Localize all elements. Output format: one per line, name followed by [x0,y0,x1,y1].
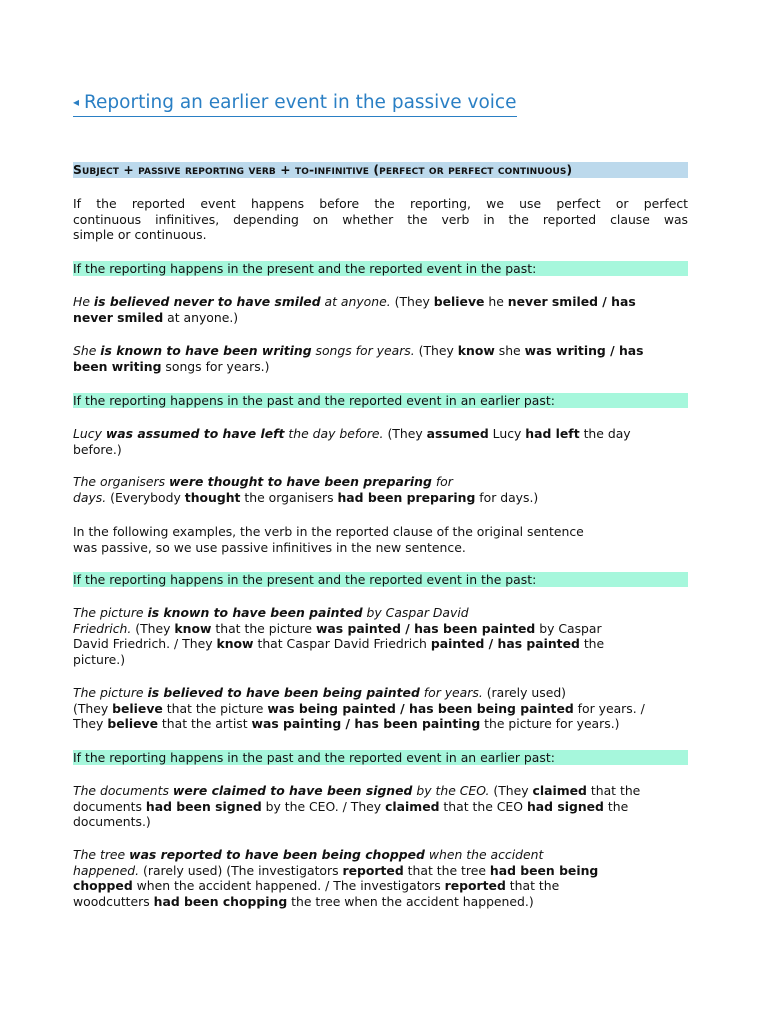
rule-heading-present-past: If the reporting happens in the present and the reported event in the past: [73,261,688,276]
bold-phrase: believe [112,700,163,716]
bold-phrase: assumed [426,426,489,441]
italic-phrase: happened. [73,862,140,878]
passive-note-line: In the following examples, the verb in the reported clause of the original sentence [73,524,584,539]
italic-phrase: when the accident [424,847,544,862]
text-segment: that the [505,878,560,893]
bold-phrase: reported [342,862,404,878]
text-segment: for years. / [573,700,645,716]
example-1 [73,294,688,325]
example-6 [73,685,688,732]
text-segment: that the [586,783,641,798]
italic-phrase: for years. [419,685,483,700]
text-segment: the organisers [240,489,338,505]
example-line [73,878,688,894]
reporting-verb-phrase: is believed to have been being painted [147,685,420,700]
example-line [73,701,688,717]
example-4 [73,474,688,505]
example-3 [73,426,688,457]
italic-phrase: She [73,343,101,358]
intro-line: simple or continuous. [73,227,207,242]
bold-phrase: was writing / has [524,343,644,358]
text-segment: that Caspar David Friedrich [253,636,431,651]
text-segment: at anyone.) [163,309,239,325]
formula-main: Subject + passive reporting verb + to-infinitive [73,163,370,177]
bold-phrase: was painting / has been painting [251,716,481,731]
example-line [73,814,688,830]
collapse-arrow-icon[interactable]: ◂ [73,95,80,109]
text-segment: the [603,798,629,814]
text-segment: that the CEO [439,798,527,814]
bold-phrase: had been preparing [337,489,476,505]
example-line [73,685,688,701]
bold-phrase: painted / has painted [430,636,580,651]
bold-phrase: believe [107,716,158,731]
reporting-verb-phrase: was reported to have been being chopped [129,847,425,862]
text-segment: picture.) [73,651,126,667]
reporting-verb-phrase: were thought to have been preparing [168,474,432,489]
text-segment: the tree when the accident happened.) [287,893,534,909]
bold-phrase: chopped [73,878,133,893]
intro-paragraph [73,196,688,243]
text-segment: she [494,343,525,358]
example-line [73,863,688,879]
text-segment: when the accident happened. / The investigators [132,878,445,893]
italic-phrase: the day before. [284,426,384,441]
bold-phrase: believe [433,294,485,309]
text-segment: the picture for years.) [480,716,620,731]
example-line [73,359,688,375]
bold-phrase: was being painted / has been being painted [267,700,574,716]
formula-box [73,162,688,178]
example-line [73,442,688,458]
italic-phrase: The picture [73,605,148,620]
italic-phrase: Friedrich. [73,620,132,636]
example-8 [73,847,688,909]
text-segment: that the tree [403,862,490,878]
text-segment: (They [390,294,434,309]
text-segment: (rarely used) [482,685,567,700]
example-line [73,294,688,310]
section-title-text: Reporting an earlier event in the passive voice [84,92,517,113]
bold-phrase: never smiled [73,309,164,325]
bold-phrase: had been chopping [153,893,288,909]
example-line [73,847,688,863]
example-line [73,716,688,732]
text-segment: (They [414,343,458,358]
italic-phrase: for [431,474,453,489]
italic-phrase: The documents [73,783,173,798]
bold-phrase: know [174,620,212,636]
text-segment: (rarely used) (The investigators [139,862,343,878]
text-segment: by Caspar [535,620,602,636]
text-segment: They [73,716,108,731]
example-line [73,343,688,359]
example-line [73,652,688,668]
example-line [73,605,688,621]
rule-heading-past-earlier: If the reporting happens in the past and the reported event in an earlier past: [73,750,688,765]
italic-phrase: The tree [73,847,130,862]
text-segment: the [579,636,605,651]
italic-phrase: days. [73,489,107,505]
text-segment: (They [383,426,427,441]
reporting-verb-phrase: was assumed to have left [105,426,285,441]
bold-phrase: had been signed [145,798,262,814]
text-segment: Lucy [488,426,526,441]
example-line [73,799,688,815]
italic-phrase: at anyone. [320,294,391,309]
text-segment: that the picture [162,700,268,716]
text-segment: documents.) [73,814,151,829]
bold-phrase: claimed [385,798,440,814]
italic-phrase: The organisers [73,474,169,489]
text-segment: woodcutters [73,893,154,909]
example-5 [73,605,688,667]
bold-phrase: had left [525,426,580,441]
bold-phrase: never smiled / has [507,294,636,309]
rule-heading-present-past: If the reporting happens in the present and the reported event in the past: [73,572,688,587]
example-line [73,490,688,506]
bold-phrase: had signed [526,798,604,814]
text-segment: before.) [73,441,122,457]
reporting-verb-phrase: is believed never to have smiled [93,294,321,309]
example-line [73,621,688,637]
bold-phrase: was painted / has been painted [315,620,536,636]
example-line [73,894,688,910]
bold-phrase: claimed [532,783,587,798]
passive-note-paragraph [73,524,688,555]
text-segment: that the picture [211,620,316,636]
bold-phrase: reported [444,878,506,893]
text-segment: (They [489,783,533,798]
rule-heading-past-earlier: If the reporting happens in the past and the reported event in an earlier past: [73,393,688,408]
text-segment: (They [73,700,113,716]
italic-phrase: He [73,294,94,309]
example-line [73,474,688,490]
reporting-verb-phrase: is known to have been writing [100,343,312,358]
bold-phrase: know [457,343,495,358]
bold-phrase: been writing [73,358,162,374]
example-line [73,310,688,326]
text-segment: (Everybody [106,489,185,505]
text-segment: by the CEO. / They [261,798,386,814]
text-segment: (They [131,620,175,636]
example-line [73,636,688,652]
example-line [73,783,688,799]
bold-phrase: know [216,636,254,651]
italic-phrase: by the CEO. [412,783,490,798]
text-segment: documents [73,798,146,814]
example-line [73,426,688,442]
bold-phrase: had been being [489,862,599,878]
reporting-verb-phrase: were claimed to have been signed [172,783,413,798]
text-segment: he [484,294,508,309]
italic-phrase: songs for years. [311,343,415,358]
bold-phrase: thought [184,489,241,505]
section-title-link[interactable] [73,92,517,117]
example-2 [73,343,688,374]
text-segment: the day [579,426,631,441]
italic-phrase: by Caspar David [362,605,469,620]
intro-line: If the reported event happens before the reporting, we use perfect or perfect [73,196,688,211]
text-segment: David Friedrich. / They [73,636,217,651]
text-segment: that the artist [157,716,252,731]
intro-line: continuous infinitives, depending on whether the verb in the reported clause was [73,211,688,227]
italic-phrase: Lucy [73,426,106,441]
example-7 [73,783,688,830]
reporting-verb-phrase: is known to have been painted [147,605,363,620]
formula-detail: (perfect or perfect continuous) [373,163,573,177]
text-segment: songs for years.) [161,358,270,374]
italic-phrase: The picture [73,685,148,700]
passive-note-line: was passive, so we use passive infinitives in the new sentence. [73,539,466,555]
text-segment: for days.) [475,489,539,505]
